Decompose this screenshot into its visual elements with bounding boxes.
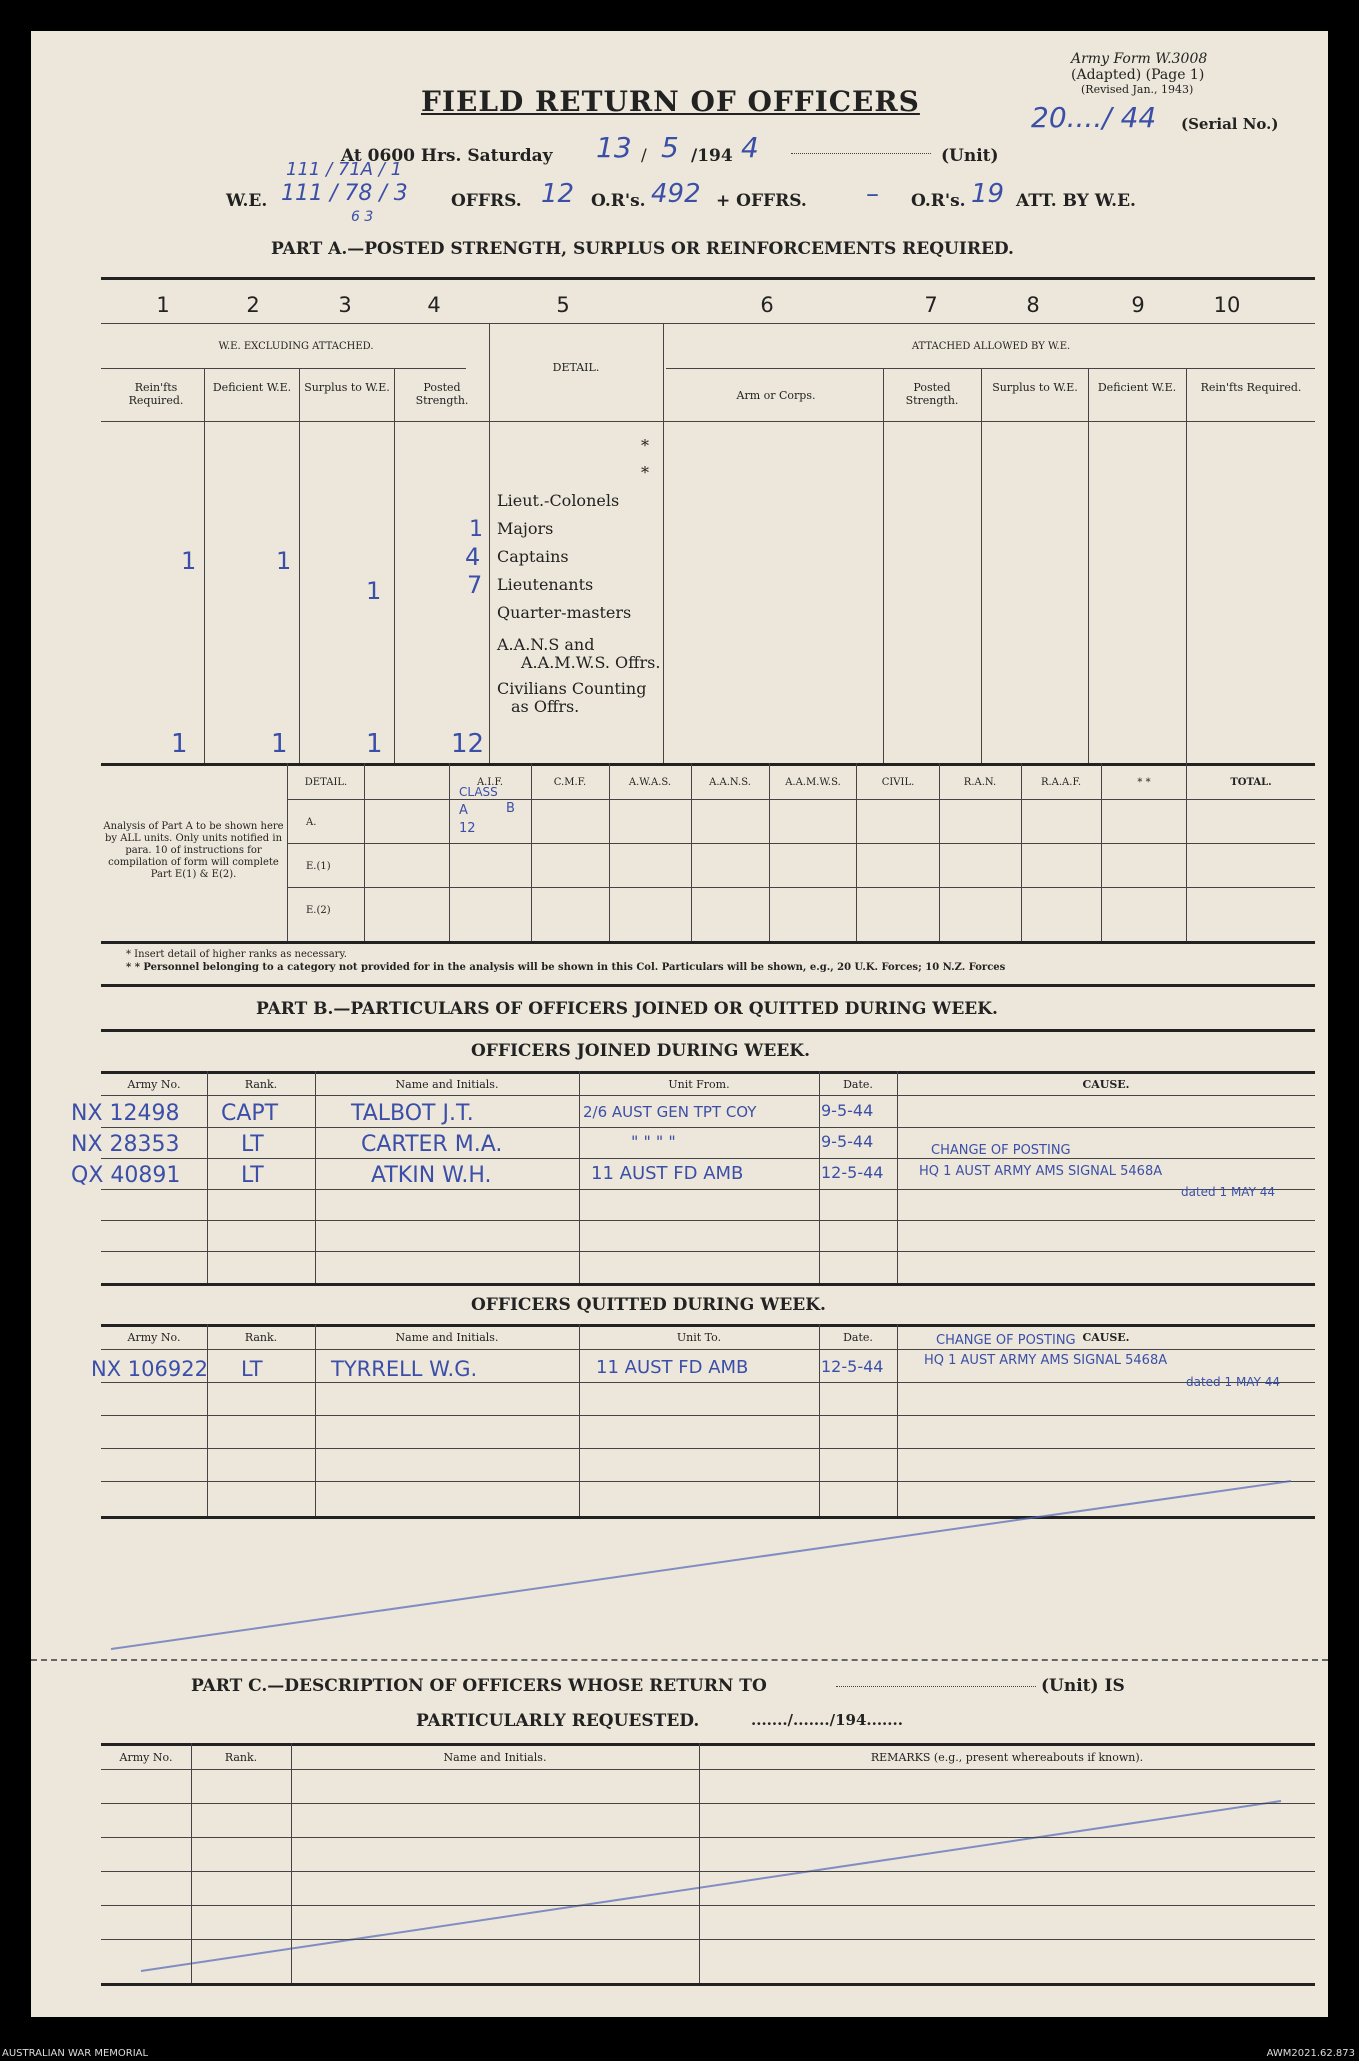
joined-row-2-date: 9-5-44 <box>821 1132 874 1151</box>
part-c-unit-is: (Unit) IS <box>1041 1676 1125 1696</box>
quitted-row-1-unit: 11 AUST FD AMB <box>596 1357 749 1378</box>
an-row-e2: E.(2) <box>306 905 331 916</box>
header-detail: DETAIL. <box>552 361 600 374</box>
an-h-civil: CIVIL. <box>881 777 915 788</box>
offrs-label: OFFRS. <box>451 191 522 211</box>
quitted-row-1-name: TYRRELL W.G. <box>331 1357 478 1381</box>
form-sheet <box>31 31 1328 2017</box>
at-hours-label: At 0600 Hrs. Saturday <box>341 146 553 166</box>
part-c-row-3-rule <box>101 1871 1315 1872</box>
slash-label: / <box>641 146 647 166</box>
we-label: W.E. <box>226 191 268 211</box>
detail-as-offrs: as Offrs. <box>511 697 580 716</box>
col-num-5: 5 <box>556 293 570 317</box>
aif-hand-class: CLASS <box>459 785 498 799</box>
jh-name: Name and Initials. <box>395 1078 499 1091</box>
offrs-handwritten: 12 <box>541 179 575 209</box>
serial-label: (Serial No.) <box>1181 115 1279 133</box>
col-num-4: 4 <box>427 293 441 317</box>
joined-row-2-army-no: NX 28353 <box>71 1132 180 1157</box>
joined-row-3-unit: 11 AUST FD AMB <box>591 1163 744 1184</box>
cut-line <box>31 1659 1328 1661</box>
quitted-cause-3: dated 1 MAY 44 <box>1186 1375 1280 1389</box>
ors-label: O.R's. <box>591 191 646 211</box>
part-c-requested: PARTICULARLY REQUESTED. <box>416 1711 700 1731</box>
hand-captains-def: 1 <box>276 547 292 575</box>
part-c-strike-line <box>141 1801 1281 1971</box>
qh-name: Name and Initials. <box>395 1331 499 1344</box>
col-num-7: 7 <box>924 293 938 317</box>
cvl-3 <box>699 1743 700 1983</box>
ors2-label: O.R's. <box>911 191 966 211</box>
header-surplus: Surplus to W.E. <box>304 381 390 394</box>
detail-aamws: A.A.M.W.S. Offrs. <box>521 653 661 672</box>
detail-civilians: Civilians Counting <box>497 679 647 698</box>
aif-hand-b: B <box>506 801 515 816</box>
page-title: FIELD RETURN OF OFFICERS <box>421 85 920 118</box>
hand-captains-posted: 4 <box>465 543 481 571</box>
detail-aans: A.A.N.S and <box>497 635 595 654</box>
qh-unit: Unit To. <box>676 1331 722 1344</box>
hand-total-def: 1 <box>271 729 288 759</box>
qh-army-no: Army No. <box>127 1331 181 1344</box>
hand-total-posted: 12 <box>451 729 485 759</box>
joined-row-1-date: 9-5-44 <box>821 1101 874 1120</box>
month-handwritten: 5 <box>661 131 679 164</box>
an-h-cmf: C.M.F. <box>553 777 587 788</box>
part-c-row-5-rule <box>101 1939 1315 1940</box>
joined-row-3-date: 12-5-44 <box>821 1163 884 1182</box>
col-num-3: 3 <box>338 293 352 317</box>
hand-lieut-surplus: 1 <box>366 577 382 605</box>
qh-date: Date. <box>843 1331 873 1344</box>
plus-offrs-label: + OFFRS. <box>716 191 807 211</box>
joined-row-3-name: ATKIN W.H. <box>371 1163 492 1188</box>
quitted-cause-1: CHANGE OF POSTING <box>936 1333 1076 1348</box>
header-surplus2: Surplus to W.E. <box>992 381 1078 394</box>
header-deficient: Deficient W.E. <box>212 381 292 394</box>
analysis-instruction: Analysis of Part A to be shown here by ALL units. Only units notified in para. 10 of instructions for compilation of form will complete Part E(1) & E(2). <box>103 821 284 880</box>
ch-remarks: REMARKS (e.g., present whereabouts if known). <box>870 1751 1144 1764</box>
an-h-ran: R.A.N. <box>963 777 997 788</box>
joined-row-1-unit: 2/6 AUST GEN TPT COY <box>583 1103 757 1121</box>
ch-army-no: Army No. <box>119 1751 173 1764</box>
an-h-aif: A.I.F. <box>476 777 504 788</box>
ch-name: Name and Initials. <box>443 1751 547 1764</box>
jh-unit: Unit From. <box>668 1078 730 1091</box>
part-c-bottom-rule <box>101 1983 1315 1986</box>
year-prefix: /194 <box>691 146 733 166</box>
part-a-title: PART A.—POSTED STRENGTH, SURPLUS OR REINFORCEMENTS REQUIRED. <box>271 239 1014 259</box>
footer-left: AUSTRALIAN WAR MEMORIAL <box>2 2048 149 2059</box>
joined-cause-1: CHANGE OF POSTING <box>931 1143 1071 1158</box>
note-category: * * Personnel belonging to a category not provided for in the analysis will be shown in this Col. Particulars will be shown, e.g., 20 U.K. Forces; 10 N.Z. Forces <box>126 962 1006 973</box>
jh-cause: CAUSE. <box>1082 1078 1130 1091</box>
ors-handwritten: 492 <box>651 179 701 209</box>
detail-majors: Majors <box>497 519 554 538</box>
part-c-row-1-rule <box>101 1803 1315 1804</box>
an-h-awas: A.W.A.S. <box>628 777 672 788</box>
quitted-strike-line <box>111 1481 1291 1649</box>
jh-army-no: Army No. <box>127 1078 181 1091</box>
group-attached-allowed: ATTACHED ALLOWED BY W.E. <box>911 341 1071 352</box>
star-2: * <box>641 463 649 482</box>
hand-total-surplus: 1 <box>366 729 383 759</box>
cvl-1 <box>191 1743 192 1983</box>
detail-lt-colonels: Lieut.-Colonels <box>497 491 620 510</box>
part-c-unit-line <box>836 1686 1036 1687</box>
joined-cause-3: dated 1 MAY 44 <box>1181 1185 1275 1199</box>
quitted-row-1-date: 12-5-44 <box>821 1357 884 1376</box>
we-above-handwritten: 111 / 71A / 1 <box>286 159 403 180</box>
joined-row-3-army-no: QX 40891 <box>71 1163 181 1188</box>
an-h-aamws: A.A.M.W.S. <box>785 777 841 788</box>
an-h-aans: A.A.N.S. <box>709 777 751 788</box>
part-c-date: ......./......./194....... <box>751 1711 903 1729</box>
joined-row-1-army-no: NX 12498 <box>71 1101 180 1126</box>
group-we-excluding: W.E. EXCLUDING ATTACHED. <box>218 341 374 352</box>
an-row-a: A. <box>306 817 317 828</box>
joined-row-2-unit: " " " " <box>631 1132 676 1151</box>
att-label: ATT. BY W.E. <box>1016 191 1136 211</box>
footer-right: AWM2021.62.873 <box>1266 2048 1355 2059</box>
form-revised: (Revised Jan., 1943) <box>1081 83 1194 96</box>
an-h-detail: DETAIL. <box>304 777 348 788</box>
quitted-row-1-rank: LT <box>241 1357 263 1381</box>
part-c-row-2-rule <box>101 1837 1315 1838</box>
quitted-title: OFFICERS QUITTED DURING WEEK. <box>471 1295 826 1315</box>
header-posted2: Posted Strength. <box>905 381 959 407</box>
serial-handwritten: 20..../ 44 <box>1031 101 1157 134</box>
quitted-cause-2: HQ 1 AUST ARMY AMS SIGNAL 5468A <box>924 1353 1168 1368</box>
cvl-2 <box>291 1743 292 1983</box>
hand-total-reinf: 1 <box>171 729 188 759</box>
joined-row-2-rank: LT <box>241 1132 264 1157</box>
an-h-other: * * <box>1137 777 1151 788</box>
plus-offrs-handwritten: – <box>866 179 879 209</box>
detail-captains: Captains <box>497 547 569 566</box>
hand-majors-posted: 1 <box>469 517 483 542</box>
part-b-title: PART B.—PARTICULARS OF OFFICERS JOINED OR QUITTED DURING WEEK. <box>256 999 998 1019</box>
note-ranks: * Insert detail of higher ranks as necessary. <box>126 949 347 960</box>
joined-cause-2: HQ 1 AUST ARMY AMS SIGNAL 5468A <box>919 1164 1163 1179</box>
star-1: * <box>641 436 649 455</box>
col-num-8: 8 <box>1026 293 1040 317</box>
header-reinfts: Rein'fts Required. <box>128 381 184 407</box>
quitted-row-1-army-no: NX 106922 <box>91 1357 208 1381</box>
form-number: Army Form W.3008 <box>1071 51 1208 67</box>
header-posted: Posted Strength. <box>415 381 469 407</box>
part-c-title: PART C.—DESCRIPTION OF OFFICERS WHOSE RETURN TO <box>191 1676 767 1696</box>
jh-date: Date. <box>843 1078 873 1091</box>
qh-cause: CAUSE. <box>1082 1331 1130 1344</box>
year-handwritten: 4 <box>741 131 759 164</box>
joined-row-3-rank: LT <box>241 1163 264 1188</box>
header-arm-corps: Arm or Corps. <box>736 389 816 402</box>
form-adapted: (Adapted) (Page 1) <box>1071 67 1205 83</box>
detail-qms: Quarter-masters <box>497 603 632 622</box>
joined-row-1-name: TALBOT J.T. <box>351 1101 474 1126</box>
qh-rank: Rank. <box>244 1331 278 1344</box>
ors2-handwritten: 19 <box>971 179 1005 209</box>
joined-title: OFFICERS JOINED DURING WEEK. <box>471 1041 810 1061</box>
we-handwritten: 111 / 78 / 3 <box>281 181 408 206</box>
unit-label: (Unit) <box>941 146 999 166</box>
hand-captains-reinf: 1 <box>181 547 197 575</box>
an-row-e1: E.(1) <box>306 861 331 872</box>
part-c-top-rule <box>101 1743 1315 1746</box>
part-c-row-4-rule <box>101 1905 1315 1906</box>
aif-hand-a: A <box>459 803 468 818</box>
col-num-6: 6 <box>760 293 774 317</box>
an-h-total: TOTAL. <box>1230 777 1272 788</box>
header-reinfts2: Rein'fts Required. <box>1200 381 1302 394</box>
aif-hand-12: 12 <box>459 821 476 836</box>
header-deficient2: Deficient W.E. <box>1097 381 1177 394</box>
we-below-handwritten: 6 3 <box>351 209 374 225</box>
hand-lieut-posted: 7 <box>467 571 483 599</box>
col-num-2: 2 <box>246 293 260 317</box>
joined-row-2-name: CARTER M.A. <box>361 1132 503 1157</box>
day-handwritten: 13 <box>596 131 632 164</box>
col-num-9: 9 <box>1131 293 1145 317</box>
col-num-1: 1 <box>156 293 170 317</box>
joined-row-1-rank: CAPT <box>221 1101 279 1126</box>
part-c-header-rule <box>101 1769 1315 1770</box>
detail-lieutenants: Lieutenants <box>497 575 594 594</box>
an-h-raaf: R.A.A.F. <box>1040 777 1082 788</box>
jh-rank: Rank. <box>244 1078 278 1091</box>
ch-rank: Rank. <box>224 1751 258 1764</box>
col-num-10: 10 <box>1213 293 1241 317</box>
